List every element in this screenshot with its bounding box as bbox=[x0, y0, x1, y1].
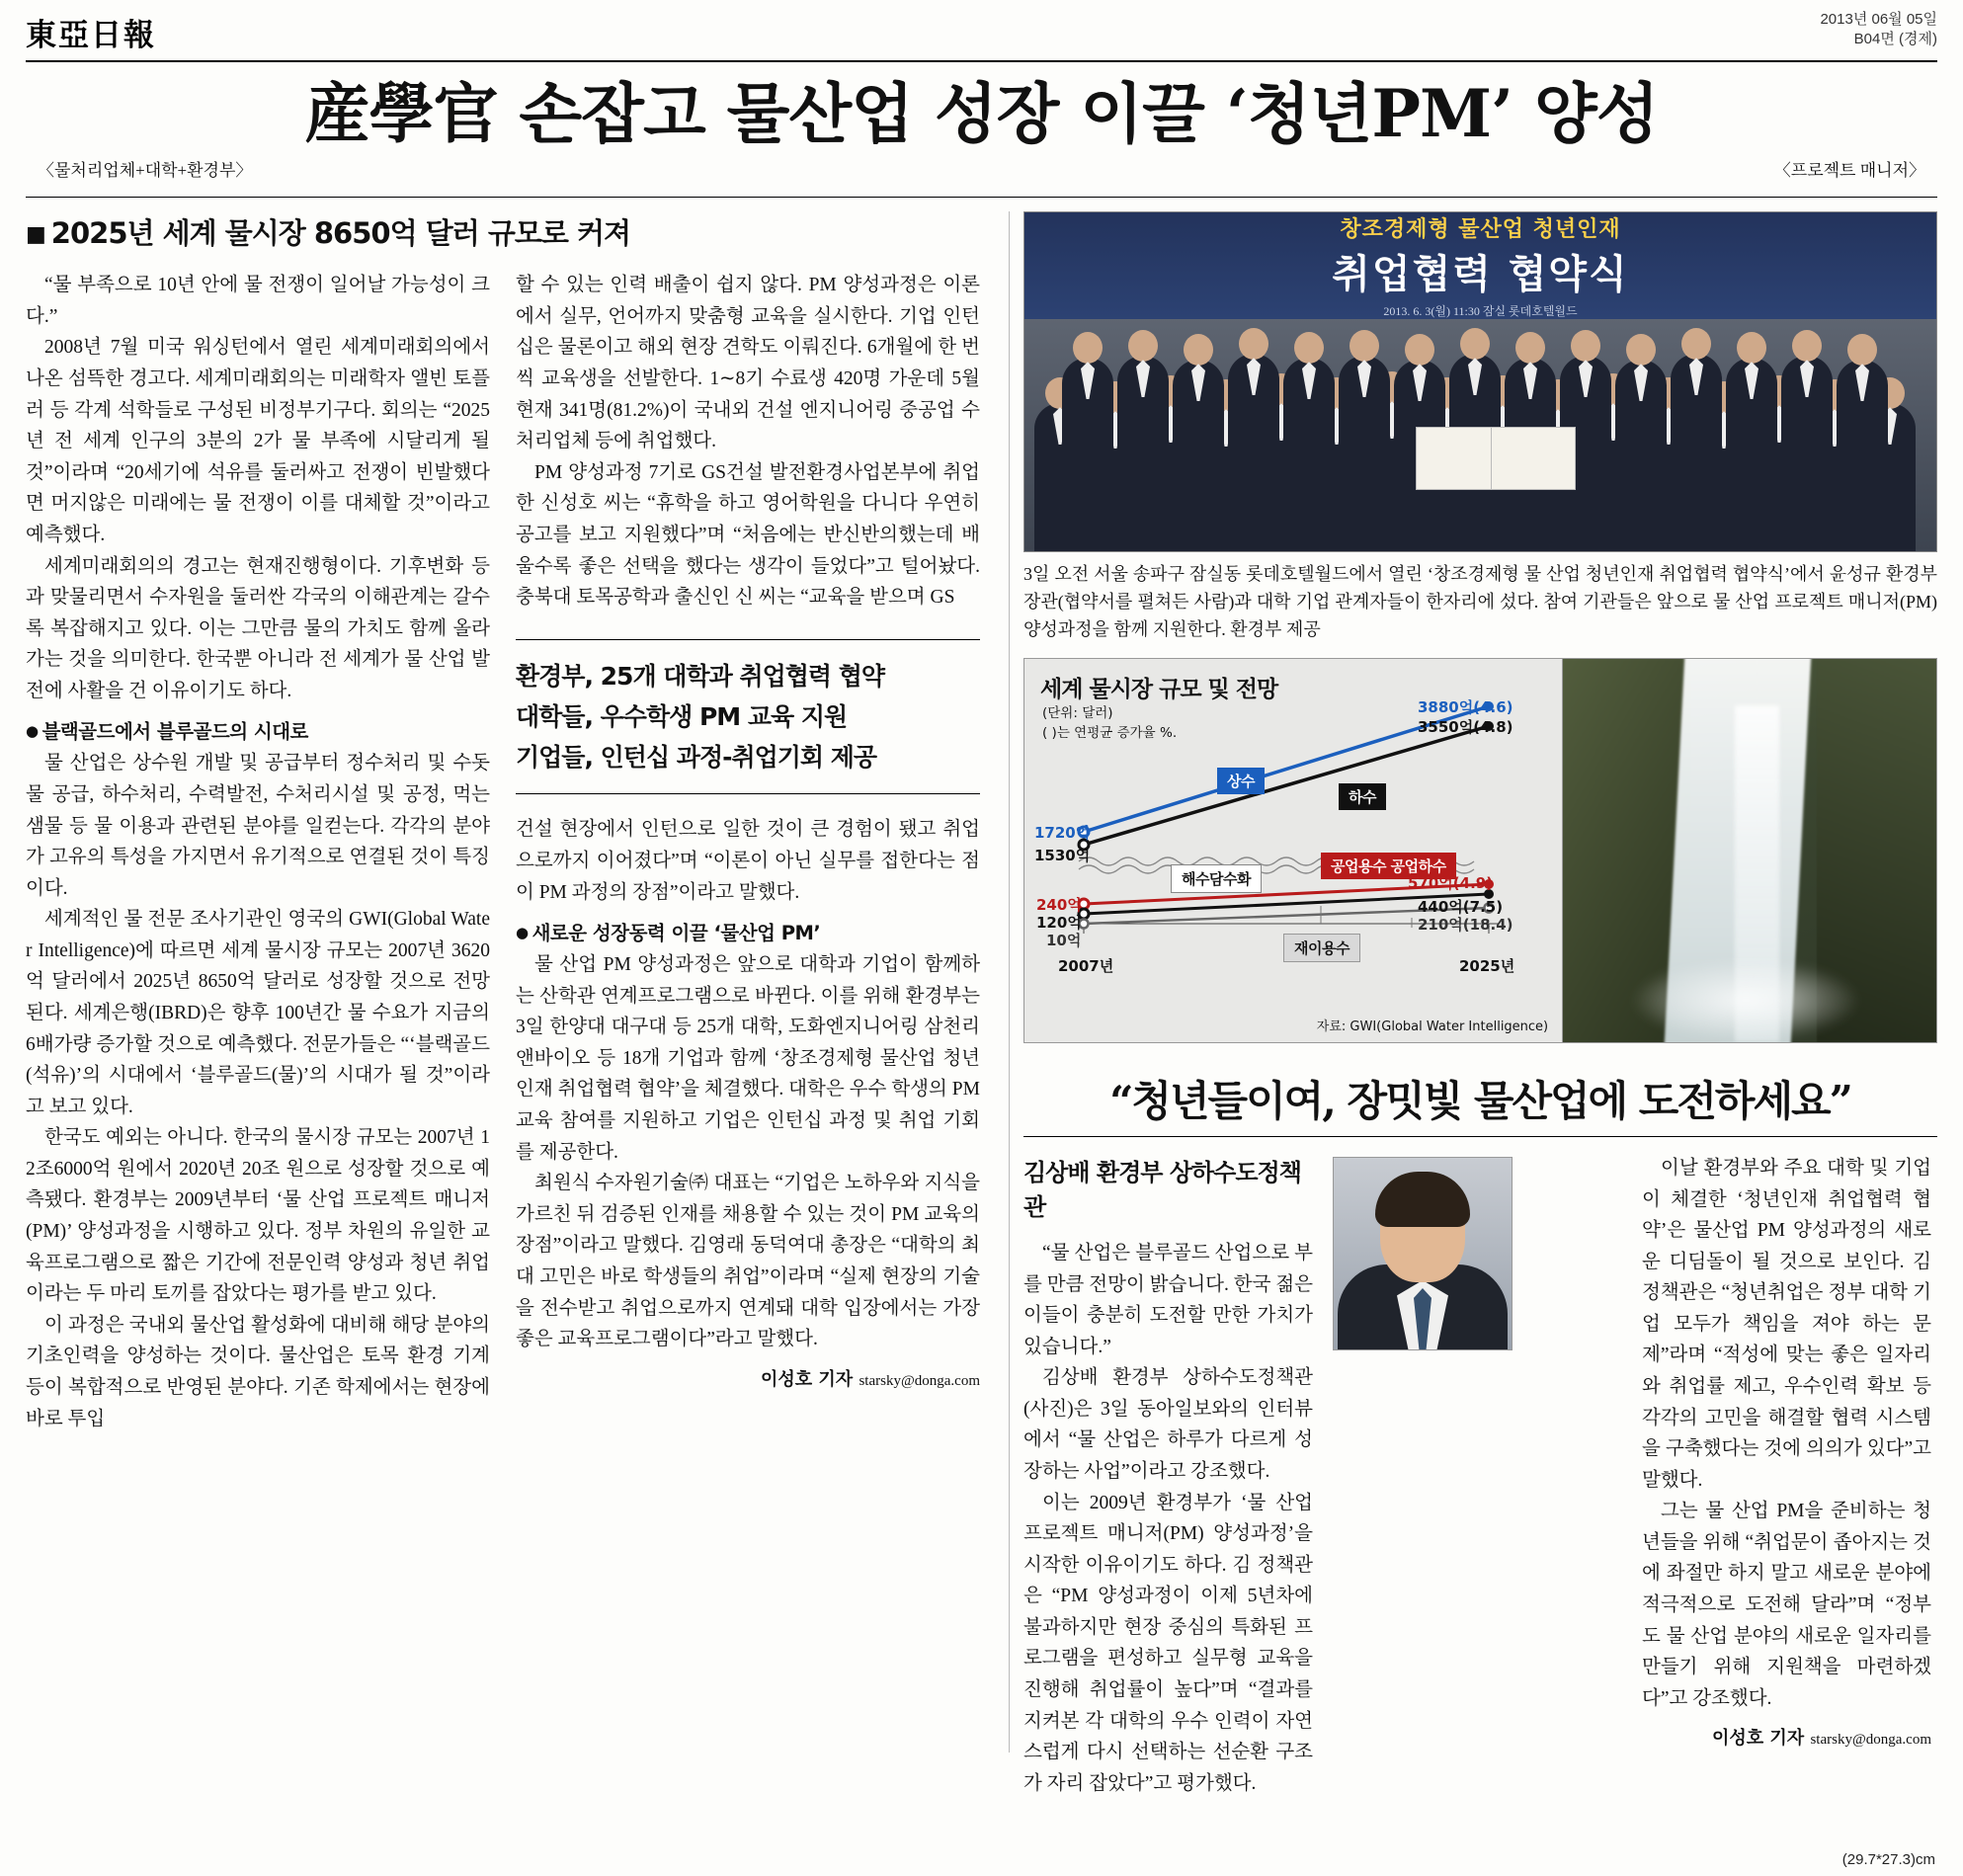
chart-title: 세계 물시장 규모 및 전망 bbox=[1040, 676, 1278, 702]
agreement-document bbox=[1416, 427, 1501, 490]
article-kicker-text: 2025년 세계 물시장 8650억 달러 규모로 커져 bbox=[50, 216, 630, 251]
waterfall-photo bbox=[1563, 658, 1937, 1043]
square-bullet-icon: ■ bbox=[26, 222, 45, 248]
value-label-desalination-2007: 120억 bbox=[1036, 913, 1082, 932]
article-byline bbox=[516, 1365, 980, 1391]
series-label-industrial: 공업용수 공업하수 bbox=[1321, 853, 1456, 879]
series-label-sewage: 하수 bbox=[1339, 783, 1386, 810]
page-dimensions: (29.7*27.3)cm bbox=[1841, 1851, 1935, 1868]
banner-main-text: 취업협력 협약식 bbox=[1332, 252, 1629, 298]
page-number: B04면 (경제) bbox=[1853, 31, 1937, 48]
paragraph: 물 산업 PM 양성과정은 앞으로 대학과 기업이 함께하는 산학관 연계프로그램으로 바뀐다. 이를 위해 환경부는 3일 한양대 대구대 등 25개 대학, 도화엔지니어링 삼천리앤바이오 등 18개 기업과 함께 ‘창조경제형 물산업 청년인재 취업협력 협약’을 체결했다. 대학은 우수 학생의 PM 교육 참여를 지원하고 기업은 인턴십 과정 및 취업 기회를 제공한다. bbox=[516, 954, 980, 1163]
interview-column-1 bbox=[1023, 1153, 1313, 1799]
reporter-name: 이성호 기자 bbox=[760, 1368, 854, 1390]
value-label-reuse-2025: 210억(18.4) bbox=[1418, 915, 1513, 934]
paragraph: 이날 환경부와 주요 대학 및 기업이 체결한 ‘청년인재 취업협력 협약’은 물산업 PM 양성과정의 새로운 디딤돌이 될 것으로 보인다. 김 정책관은 “청년취업은 정부 대학 기업 모두가 책임을 져야 하는 문제”라며 “적성에 맞는 좋은 일자리와 취업률 제고, 우수인력 확보 등 각각의 고민을 해결할 협력 시스템을 구축했다는 것에 의의가 있다”고 말했다. bbox=[1642, 1157, 1931, 1491]
paragraph: 한국도 예외는 아니다. 한국의 물시장 규모는 2007년 12조6000억 원에서 2020년 20조 원으로 성장할 것으로 예측됐다. 환경부는 2009년부터 ‘물 산업 프로젝트 매니저(PM)’ 양성과정을 시행하고 있다. 정부 차원의 유일한 교육프로그램으로 짧은 기간에 전문인력 양성과 청년 취업이라는 두 마리 토끼를 잡았다는 평가를 받고 있다. bbox=[26, 1127, 490, 1305]
paragraph: 할 수 있는 인력 배출이 쉽지 않다. PM 양성과정은 이론에서 실무, 언어까지 맞춤형 교육을 실시한다. 기업 인턴십은 물론이고 해외 현장 견학도 이뤄진다. 6개월에 한 번씩 교육생을 선발한다. 1∼8기 수료생 420명 가운데 5월 현재 341명(81.2%)이 국내외 건설 엔지니어링 중공업 수처리업체 등에 취업했다. bbox=[516, 275, 980, 452]
interview-portrait-column bbox=[1333, 1153, 1622, 1799]
photo-crowd bbox=[1024, 304, 1936, 551]
reporter-email: starsky@donga.com bbox=[1810, 1732, 1931, 1749]
chart-unit-line1: (단위: 달러) bbox=[1042, 704, 1113, 721]
photo-caption: 3일 오전 서울 송파구 잠실동 롯데호텔월드에서 열린 ‘창조경제형 물 산업 청년인재 취업협력 협약식’에서 윤성규 환경부 장관(협약서를 펼쳐든 사람)과 대학 기업 관계자들이 한자리에 섰다. 참여 기관들은 앞으로 물 산업 프로젝트 매니저(PM) 양성과정을 함께 지원한다. 환경부 제공 bbox=[1023, 564, 1937, 640]
newspaper-logo: 東亞日報 bbox=[26, 18, 156, 53]
paragraph: 김상배 환경부 상하수도정책관(사진)은 3일 동아일보와의 인터뷰에서 “물 산업은 하루가 다르게 성장하는 사업”이라고 강조했다. bbox=[1023, 1367, 1313, 1483]
page-title: 産學官 손잡고 물산업 성장 이끌 ‘청년PM’ 양성 bbox=[304, 75, 1659, 152]
interview-quote-headline: “청년들이여, 장밋빛 물산업에 도전하세요” bbox=[1109, 1076, 1851, 1125]
waterfall-mist bbox=[1630, 958, 1861, 1042]
article-columns bbox=[26, 270, 993, 1434]
value-label-desalination-2025: 440억(7.5) bbox=[1418, 897, 1504, 916]
x-tick-2025: 2025년 bbox=[1459, 956, 1515, 975]
main-photo bbox=[1023, 211, 1937, 552]
value-label-tapwater-2007: 1720억 bbox=[1034, 823, 1091, 842]
paragraph: 이 과정은 국내외 물산업 활성화에 대비해 해당 분야의 기초인력을 양성하는 것이다. 물산업은 토목 환경 기계 등이 복합적으로 반영된 분야다. 기존 학제에서는 현장에 바로 투입 bbox=[26, 1314, 490, 1429]
article-zone bbox=[26, 211, 1009, 1753]
x-tick-2007: 2007년 bbox=[1058, 956, 1114, 975]
paragraph: “물 부족으로 10년 안에 물 전쟁이 일어날 가능성이 크다.” bbox=[26, 275, 490, 327]
water-market-chart bbox=[1023, 658, 1563, 1043]
value-label-sewage-2025: 3550억(4.8) bbox=[1418, 717, 1513, 736]
paragraph: PM 양성과정 7기로 GS건설 발전환경사업본부에 취업한 신성호 씨는 “휴학을 하고 영어학원을 다니다 우연히 공고를 보고 지원했다”며 “처음에는 반신반의했는데 배울수록 좋은 선택을 했다는 생각이 들었다”고 털어놨다. 충북대 토목공학과 출신인 신 씨는 “교육을 받으며 GS bbox=[516, 461, 980, 609]
paragraph: 최원식 수자원기술㈜ 대표는 “기업은 노하우와 지식을 가르친 뒤 검증된 인재를 채용할 수 있는 것이 PM 교육의 장점”이라고 말했다. 김영래 동덕여대 총장은 “대학의 최대 고민은 바로 학생들의 취업”이라며 “실제 현장의 기술을 전수받고 취업으로까지 연계돼 대학 입장에서는 가장 좋은 교육프로그램이다”라고 말했다. bbox=[516, 1173, 980, 1350]
value-label-industrial-2007: 240억 bbox=[1036, 895, 1082, 914]
dot-bullet-icon: ● bbox=[26, 722, 39, 741]
midhead-3: 기업들, 인턴십 과정-취업기회 제공 bbox=[516, 743, 877, 773]
interview-portrait bbox=[1333, 1157, 1513, 1350]
series-label-tapwater: 상수 bbox=[1217, 768, 1265, 794]
value-label-reuse-2007: 10억 bbox=[1046, 931, 1082, 949]
divider-interview bbox=[1023, 1136, 1937, 1137]
interview-subject-title: 김상배 환경부 상하수도정책관 bbox=[1023, 1158, 1301, 1221]
series-label-reuse: 재이용수 bbox=[1283, 934, 1360, 962]
reporter-email: starsky@donga.com bbox=[859, 1372, 980, 1389]
article-kicker bbox=[26, 211, 993, 252]
headline-block bbox=[26, 62, 1937, 187]
article-subhead-2-text: 새로운 성장동력 이끌 ‘물산업 PM’ bbox=[532, 922, 821, 945]
chart-source: 자료: GWI(Global Water Intelligence) bbox=[1316, 1019, 1549, 1034]
paragraph: 이는 2009년 환경부가 ‘물 산업 프로젝트 매니저(PM) 양성과정’을 시작한 이유이기도 하다. 김 정책관은 “PM 양성과정이 이제 5년차에 불과하지만 현장 중심의 특화된 프로그램을 편성하고 실무형 교육을 진행해 취업률이 높다”며 “결과를 지켜본 각 대학의 우수 인력이 자연스럽게 다시 선택하는 선순환 구조가 자리 잡았다”고 평가했다. bbox=[1023, 1492, 1313, 1794]
article-subhead-1 bbox=[26, 716, 490, 744]
article-subhead-1-text: 블랙골드에서 블루골드의 시대로 bbox=[41, 720, 308, 744]
body-grid bbox=[26, 211, 1937, 1794]
divider-headline bbox=[26, 197, 1937, 198]
publication-date: 2013년 06월 05일 bbox=[1820, 11, 1937, 28]
interview-byline bbox=[1642, 1724, 1931, 1750]
paragraph: 그는 물 산업 PM을 준비하는 청년들을 위해 “취업문이 좁아지는 것에 좌절만 하지 말고 새로운 분야에 적극적으로 도전해 달라”며 “정부도 물 산업 분야의 새로운 일자리를 만들기 위해 지원책을 마련하겠다”고 강조했다. bbox=[1642, 1501, 1931, 1709]
article-subhead-2 bbox=[516, 918, 980, 945]
banner-sub-text: 2013. 6. 3(월) 11:30 잠실 롯데호텔월드 bbox=[1383, 304, 1578, 319]
value-label-tapwater-2025: 3880억(4.6) bbox=[1418, 697, 1513, 716]
portrait-hair bbox=[1375, 1172, 1470, 1227]
masthead bbox=[26, 10, 1937, 58]
value-label-sewage-2007: 1530억 bbox=[1034, 846, 1091, 864]
article-column-2 bbox=[516, 270, 980, 1434]
headline-notes bbox=[26, 156, 1937, 181]
headline-note-right: 〈프로젝트 매니저〉 bbox=[1773, 161, 1925, 181]
midhead-1: 환경부, 25개 대학과 취업협력 협약 bbox=[516, 661, 885, 691]
agreement-document bbox=[1491, 427, 1576, 490]
midhead-2: 대학들, 우수학생 PM 교육 지원 bbox=[516, 701, 848, 731]
chart-photo-row bbox=[1023, 658, 1937, 1043]
masthead-meta bbox=[1820, 10, 1937, 50]
paragraph: 2008년 7월 미국 워싱턴에서 열린 세계미래회의에서 나온 섬뜩한 경고다. 세계미래회의는 미래학자 앨빈 토플러 등 각계 석학들로 구성된 비정부기구다. 회의는 “2025년 전 세계 인구의 3분의 2가 물 부족에 시달리게 될 것”이라며 “20세기에 석유를 둘러싸고 전쟁이 빈발했다면 머지않은 미래에는 물 전쟁이 이를 대체할 것”이라고 예측했다. bbox=[26, 337, 490, 545]
chart-unit-line2: ( )는 연평균 증가율 %. bbox=[1042, 724, 1178, 741]
dot-bullet-icon: ● bbox=[516, 924, 529, 942]
value-label-industrial-2025: 570억(4.9) bbox=[1408, 873, 1494, 892]
paragraph: 세계적인 물 전문 조사기관인 영국의 GWI(Global Water Intelligence)에 따르면 세계 물시장 규모는 2007년 3620억 달러에서 2025년 8650억 달러로 성장할 것으로 전망된다. 세계은행(IBRD)은 향후 100년간 물 수요가 지금의 6배가량 증가할 것으로 예측했다. 전문가들은 “‘블랙골드(석유)’의 시대에서 ‘블루골드(물)’의 시대가 될 것”이라고 보고 있다. bbox=[26, 909, 490, 1117]
media-zone bbox=[1009, 211, 1937, 1794]
banner-top-text: 창조경제형 물산업 청년인재 bbox=[1340, 217, 1621, 243]
paragraph: 세계미래회의의 경고는 현재진행형이다. 기후변화 등과 맞물리면서 수자원을 둘러싼 각국의 이해관계는 갈수록 복잡해지고 있다. 이는 그만큼 물의 가치도 함께 올라가는 것을 의미한다. 한국뿐 아니라 전 세계가 물 산업 발전에 사활을 건 이유이기도 하다. bbox=[26, 555, 490, 701]
reporter-name: 이성호 기자 bbox=[1711, 1728, 1805, 1750]
article-column-1 bbox=[26, 270, 490, 1434]
headline-note-left: 〈물처리업체+대학+환경부〉 bbox=[38, 161, 253, 181]
paragraph: “물 산업은 블루골드 산업으로 부를 만큼 전망이 밝습니다. 한국 젊은이들이 충분히 도전할 만한 가치가 있습니다.” bbox=[1023, 1242, 1313, 1357]
paragraph: 건설 현장에서 인턴으로 일한 것이 큰 경험이 됐고 취업으로까지 이어졌다”며 “이론이 아닌 실무를 접한다는 점이 PM 과정의 장점”이라고 말했다. bbox=[516, 819, 980, 903]
article-midheads bbox=[516, 639, 980, 795]
paragraph: 물 산업은 상수원 개발 및 공급부터 정수처리 및 수돗물 공급, 하수처리, 수력발전, 수처리시설 및 공정, 먹는 샘물 등 물 이용과 관련된 분야를 일컫는다. 각각의 분야가 고유의 특성을 가지면서 유기적으로 연결된 것이 특징이다. bbox=[26, 753, 490, 899]
photo-banner bbox=[1024, 212, 1936, 319]
interview-grid bbox=[1023, 1153, 1937, 1799]
series-label-desalination: 해수담수화 bbox=[1171, 864, 1262, 893]
interview-column-2 bbox=[1642, 1153, 1931, 1799]
